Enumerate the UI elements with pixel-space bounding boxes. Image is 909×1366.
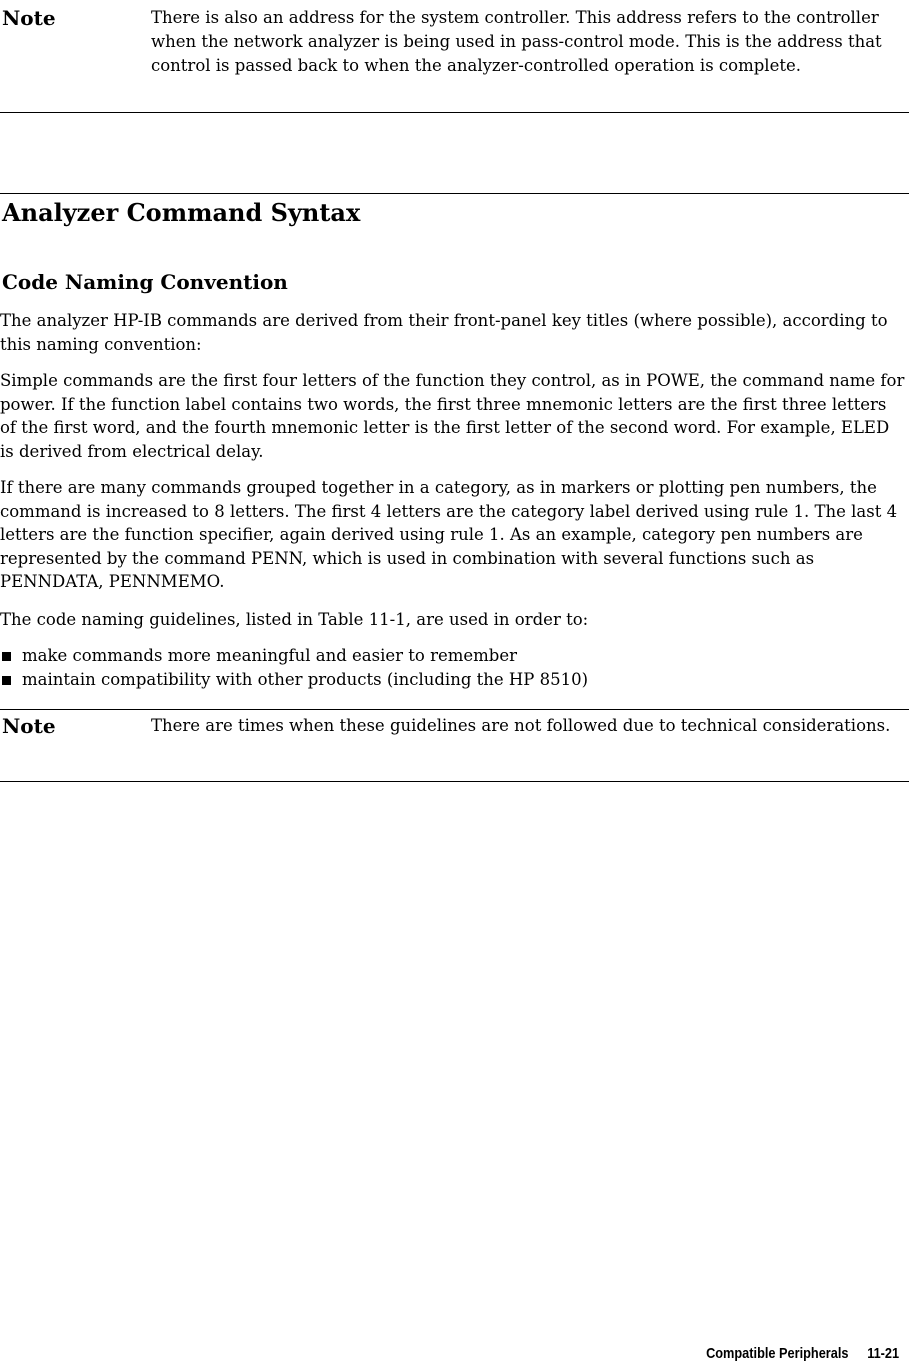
list-item: make commands more meaningful and easier to remember bbox=[0, 644, 588, 668]
paragraph: If there are many commands grouped together in a category, as in markers or plotting pen numbers, the command is increased to 8 letters. The first 4 letters are the category label derived using rule 1. The last 4 letters are the function specifier, again derived using rule 1. As an example, category pen numbers are represented by the command PENN, which is used in combination with several functions such as PENNDATA, PENNMEMO. bbox=[0, 478, 898, 591]
subsection-title: Code Naming Convention bbox=[2, 270, 288, 294]
divider bbox=[0, 112, 909, 113]
divider bbox=[0, 193, 909, 194]
bullet-list bbox=[0, 644, 588, 691]
note-label: Note bbox=[2, 6, 56, 30]
bullet-icon bbox=[2, 676, 11, 685]
list-item: maintain compatibility with other products (including the HP 8510) bbox=[0, 668, 588, 692]
paragraph: Simple commands are the first four letters of the function they control, as in POWE, the command name for power. If the function label contains two words, the first three mnemonic letters are the first three letters of the first word, and the fourth mnemonic letter is the first letter of the second word. For example, ELED is derived from electrical delay. bbox=[0, 371, 905, 461]
page-number: 11-21 bbox=[867, 1345, 899, 1362]
divider bbox=[0, 781, 909, 782]
paragraph: The code naming guidelines, listed in Table 11-1, are used in order to: bbox=[0, 610, 589, 629]
paragraph: The analyzer HP-IB commands are derived from their front-panel key titles (where possible), according to this naming convention: bbox=[0, 311, 888, 354]
bullet-icon bbox=[2, 652, 11, 661]
note-text: There are times when these guidelines are not followed due to technical considerations. bbox=[151, 716, 891, 735]
footer-chapter: Compatible Peripherals bbox=[705, 1345, 849, 1362]
note-text: There is also an address for the system controller. This address refers to the controller when the network analyzer is being used in pass-control mode. This is the address that control is passed back to when the analyzer-controlled operation is complete. bbox=[151, 8, 882, 75]
divider bbox=[0, 709, 909, 710]
section-title: Analyzer Command Syntax bbox=[2, 198, 361, 227]
note-label: Note bbox=[2, 714, 56, 738]
page-footer bbox=[706, 1345, 899, 1362]
